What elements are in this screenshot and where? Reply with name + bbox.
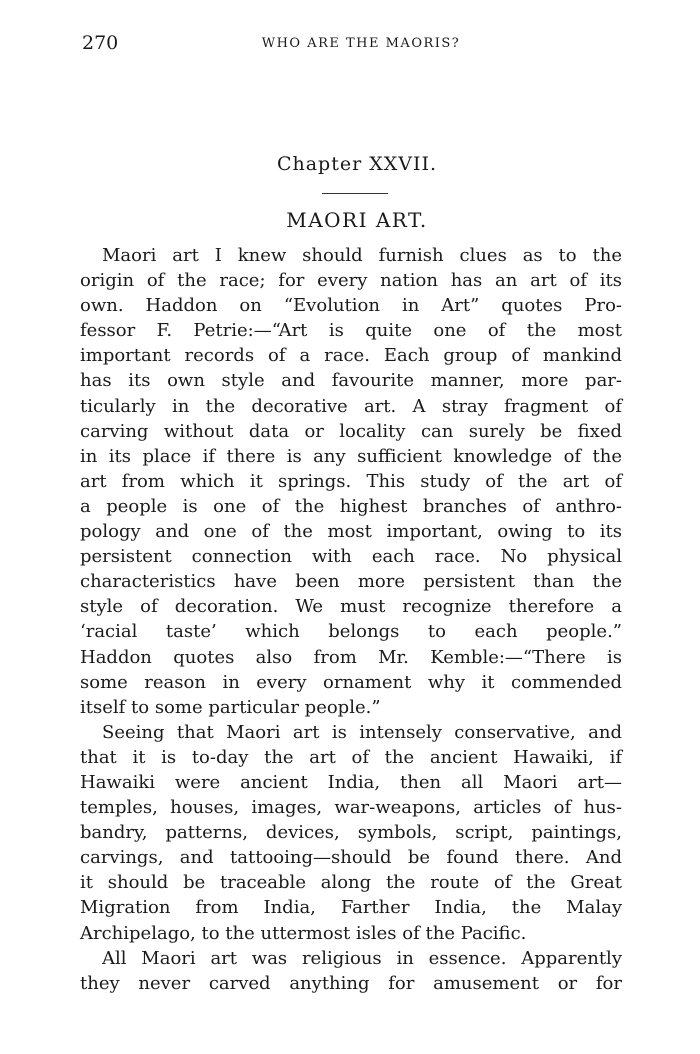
text-line: carving without data or locality can surely be fixed xyxy=(80,420,622,442)
text-line: they never carved anything for amusement or for xyxy=(80,972,622,994)
page-number: 270 xyxy=(82,32,119,54)
chapter-label: Chapter XXVII. xyxy=(276,153,438,175)
text-line: fessor F. Petrie:—“Art is quite one of the most xyxy=(80,320,622,342)
text-line: it should be traceable along the route of the Great xyxy=(80,872,622,894)
text-line: art from which it springs. This study of the art of xyxy=(80,470,622,492)
chapter-title: MAORI ART. xyxy=(286,208,428,232)
text-line: that it is to-day the art of the ancient Hawaiki, if xyxy=(80,746,622,768)
text-line: Archipelago, to the uttermost isles of the Pacific. xyxy=(80,922,527,944)
chapter-divider xyxy=(322,193,388,194)
text-line: pology and one of the most important, owing to its xyxy=(80,521,622,543)
text-line: a people is one of the highest branches of anthro- xyxy=(80,495,622,517)
text-line: ‘racial taste’ which belongs to each people.” xyxy=(80,621,622,643)
text-line: style of decoration. We must recognize therefore a xyxy=(80,596,622,618)
text-line: itself to some particular people.” xyxy=(80,696,381,718)
body-text xyxy=(80,243,622,996)
text-line: in its place if there is any sufficient knowledge of the xyxy=(80,445,622,467)
text-line: origin of the race; for every nation has an art of its xyxy=(80,270,622,292)
text-line: carvings, and tattooing—should be found there. And xyxy=(80,847,622,869)
text-line: bandry, patterns, devices, symbols, script, paintings, xyxy=(80,822,622,844)
text-line: Migration from India, Farther India, the Malay xyxy=(80,897,622,919)
text-line: persistent connection with each race. No physical xyxy=(80,546,622,568)
text-line: own. Haddon on “Evolution in Art” quotes Pro- xyxy=(80,295,622,317)
text-line: some reason in every ornament why it commended xyxy=(80,671,622,693)
text-line: important records of a race. Each group of mankind xyxy=(80,345,622,367)
text-line: Haddon quotes also from Mr. Kemble:—“There is xyxy=(80,646,622,668)
text-line: characteristics have been more persistent than the xyxy=(80,571,622,593)
text-line: ticularly in the decorative art. A stray fragment of xyxy=(80,395,622,417)
text-line: has its own style and favourite manner, more par- xyxy=(80,370,622,392)
text-line: Hawaiki were ancient India, then all Maori art— xyxy=(80,771,622,793)
text-line: All Maori art was religious in essence. Apparently xyxy=(102,947,622,969)
page-header xyxy=(82,32,622,56)
text-line: Seeing that Maori art is intensely conservative, and xyxy=(102,721,622,743)
text-line: Maori art I knew should furnish clues as to the xyxy=(102,245,622,266)
running-title: WHO ARE THE MAORIS? xyxy=(261,36,461,51)
text-line: temples, houses, images, war-weapons, articles of hus- xyxy=(80,797,622,819)
